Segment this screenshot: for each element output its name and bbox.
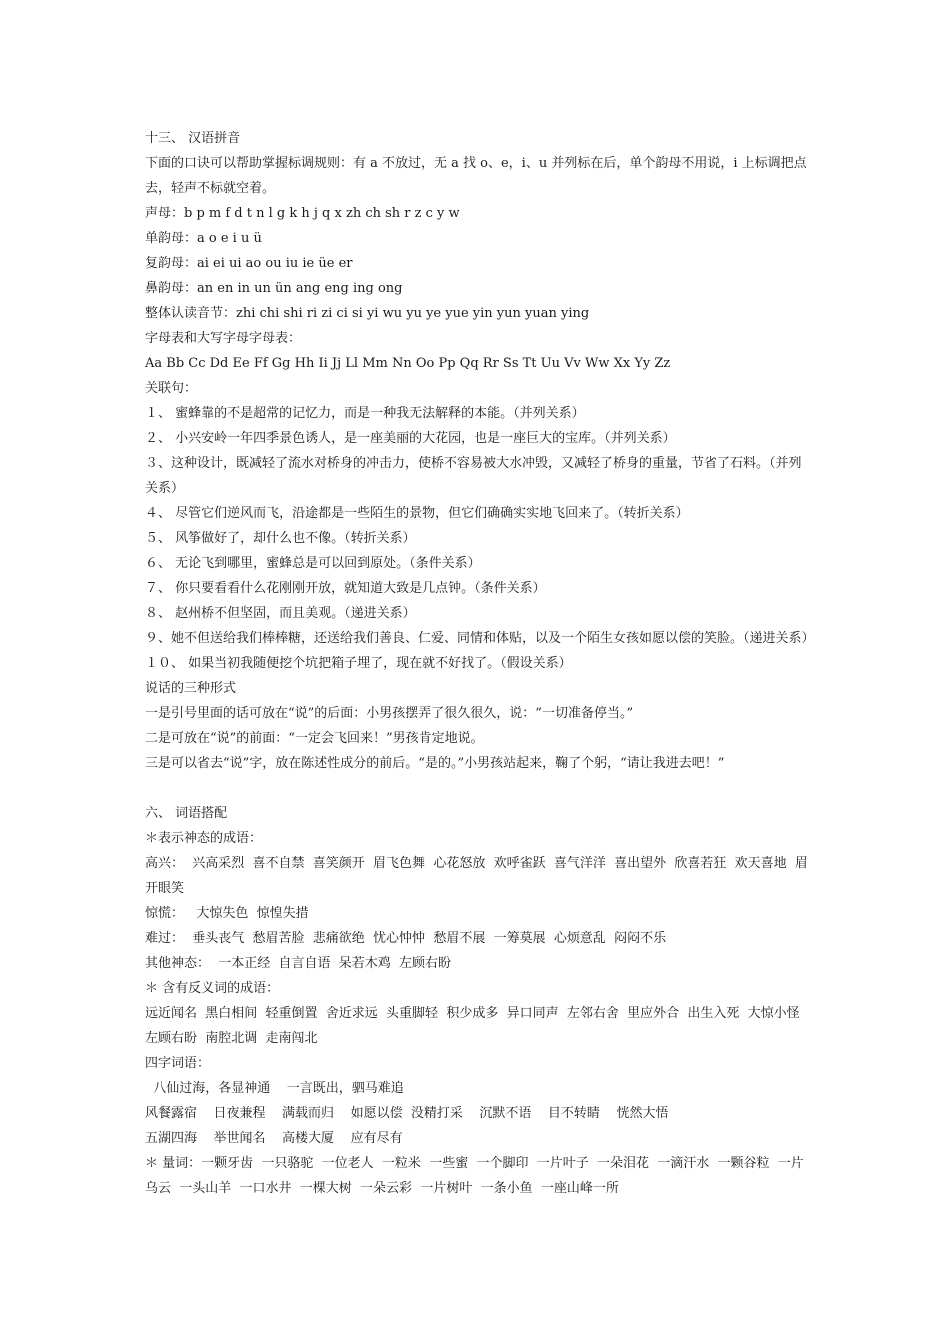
conjunction-item-4: ４、 尽管它们逆风而飞，沿途都是一些陌生的景物，但它们确确实实地飞回来了。（转折关系） [145,506,689,521]
conjunction-item-5: ５、 风筝做好了，却什么也不像。（转折关系） [145,531,416,546]
sad-idioms: 难过： 垂头丧气 愁眉苦脸 悲痛欲绝 忧心忡忡 愁眉不展 一筹莫展 心烦意乱 闷闷不乐 [145,931,667,946]
four-char-words-3: 五湖四海 举世闻名 高楼大厦 应有尽有 [145,1131,403,1146]
whole-syllables-line: 整体认读音节：zhi chi shi ri zi ci si yi wu yu ye yue yin yun yuan ying [145,306,590,321]
compound-finals-line: 复韵母：ai ei ui ao ou iu ie üe er [145,256,353,271]
section-6-heading: 六、 词语搭配 [145,806,228,821]
conjunction-item-10: １０、 如果当初我随便挖个坑把箱子埋了，现在就不好找了。（假设关系） [145,656,572,671]
section-13-heading: 十三、 汉语拼音 [145,131,241,146]
speech-forms-title: 说话的三种形式 [145,681,237,696]
speech-form-1: 一是引号里面的话可放在“说”的后面：小男孩摆弄了很久很久，说：“一切准备停当。” [145,706,634,721]
tone-mark-rule: 下面的口诀可以帮助掌握标调规则：有 a 不放过，无 a 找 o、e，i、u 并列标在后，单个韵母不用说，i 上标调把点去，轻声不标就空着。 [145,156,807,196]
conjunctions-title: 关联句： [145,381,198,396]
conjunction-item-7: ７、 你只要看看什么花刚刚开放，就知道大致是几点钟。（条件关系） [145,581,546,596]
conjunction-item-9: ９、她不但送给我们棒棒糖，还送给我们善良、仁爱、同情和体贴，以及一个陌生女孩如愿以偿的笑脸。（递进关系） [145,631,815,646]
alphabet-title: 字母表和大写字母字母表： [145,331,302,346]
quantifier-words: ＊ 量词：一颗牙齿 一只骆驼 一位老人 一粒米 一些蜜 一个脚印 一片叶子 一朵泪花 一滴汗水 一颗谷粒 一片乌云 一头山羊 一口水井 一棵大树 一朵云彩 一片树叶 一条小鱼 一座山峰一所 [145,1156,804,1196]
conjunction-item-1: １、 蜜蜂靠的不是超常的记忆力，而是一种我无法解释的本能。（并列关系） [145,406,585,421]
initials-line: 声母：b p m f d t n l g k h j q x zh ch sh r z c y w [145,206,460,221]
four-char-words-1: 八仙过海，各显神通 一言既出，驷马难追 [145,1081,404,1096]
document-body [145,126,813,1201]
mood-idioms-title: ＊表示神态的成语： [145,831,263,846]
conjunction-item-2: ２、 小兴安岭一年四季景色诱人，是一座美丽的大花园，也是一座巨大的宝库。（并列关系） [145,431,676,446]
panic-idioms: 惊慌： 大惊失色 惊惶失措 [145,906,309,921]
alphabet-line: Aa Bb Cc Dd Ee Ff Gg Hh Ii Jj Ll Mm Nn Oo Pp Qq Rr Ss Tt Uu Vv Ww Xx Yy Zz [145,356,671,371]
antonym-idioms-title: ＊ 含有反义词的成语： [145,981,280,996]
four-char-words-title: 四字词语： [145,1056,211,1071]
other-mood-idioms: 其他神态： 一本正经 自言自语 呆若木鸡 左顾右盼 [145,956,452,971]
nasal-finals-line: 鼻韵母：an en in un ün ang eng ing ong [145,281,403,296]
speech-form-3: 三是可以省去“说”字，放在陈述性成分的前后。“是的。”小男孩站起来，鞠了个躬，“请让我进去吧！” [145,756,725,771]
conjunction-item-8: ８、 赵州桥不但坚固，而且美观。（递进关系） [145,606,416,621]
blank-line [145,776,813,801]
conjunction-item-3: ３、这种设计，既减轻了流水对桥身的冲击力，使桥不容易被大水冲毁，又减轻了桥身的重量，节省了石料。（并列关系） [145,456,802,496]
antonym-idioms: 远近闻名 黑白相间 轻重倒置 舍近求远 头重脚轻 积少成多 异口同声 左邻右舍 里应外合 出生入死 大惊小怪 左顾右盼 南腔北调 走南闯北 [145,1006,808,1046]
speech-form-2: 二是可放在“说”的前面：“一定会飞回来！”男孩肯定地说。 [145,731,484,746]
conjunction-item-6: ６、 无论飞到哪里，蜜蜂总是可以回到原处。（条件关系） [145,556,481,571]
four-char-words-2: 风餐露宿 日夜兼程 满载而归 如愿以偿 没精打采 沉默不语 目不转睛 恍然大悟 [145,1106,669,1121]
single-finals-line: 单韵母：a o e i u ü [145,231,262,246]
happy-idioms: 高兴： 兴高采烈 喜不自禁 喜笑颜开 眉飞色舞 心花怒放 欢呼雀跃 喜气洋洋 喜出望外 欣喜若狂 欢天喜地 眉开眼笑 [145,856,808,896]
